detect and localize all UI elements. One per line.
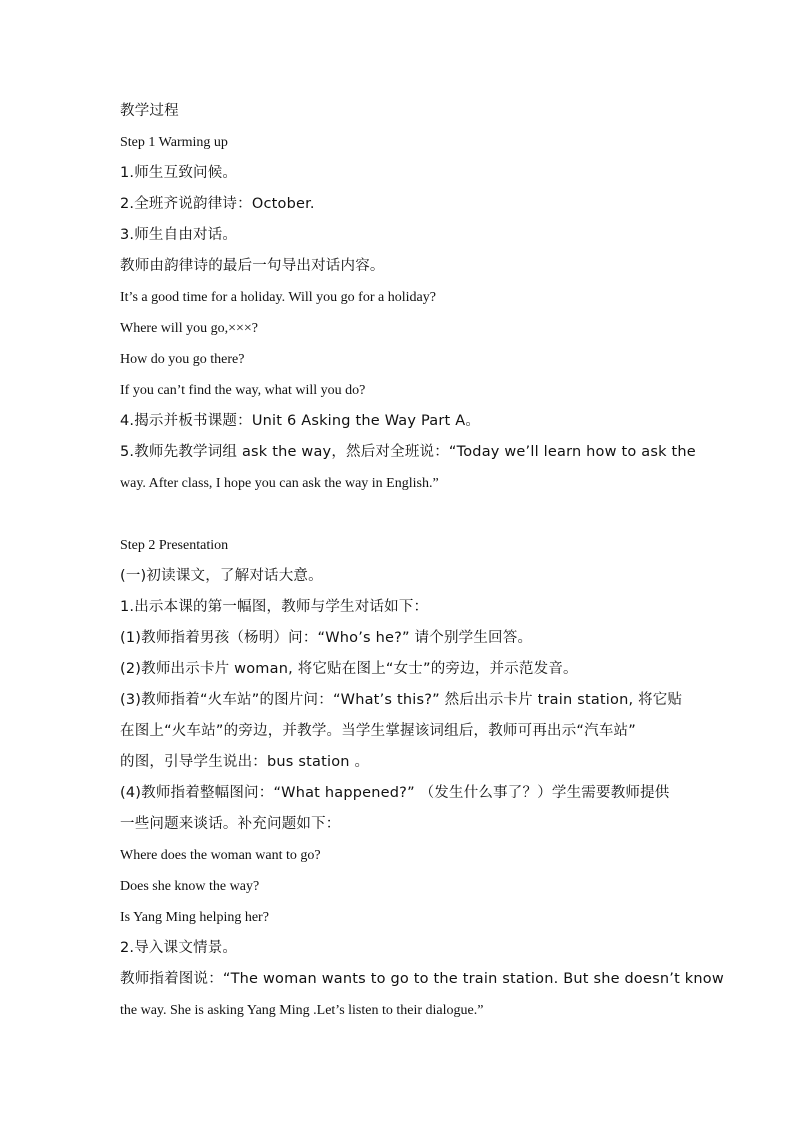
text-line: Does she know the way? (120, 879, 260, 894)
document-body (120, 96, 724, 1026)
text-line: 2.全班齐说韵律诗：October. (120, 196, 315, 212)
text-line: (4)教师指着整幅图问：“What happened?” （发生什么事了？）学生需要教师提供 (120, 785, 670, 801)
text-line: 2.导入课文情景。 (120, 940, 238, 956)
text-line: 在图上“火车站”的旁边，并教学。当学生掌握该词组后，教师可再出示“汽车站” (120, 723, 636, 739)
step-heading: Step 1 Warming up (120, 135, 228, 150)
text-line: 一些问题来谈话。补充问题如下： (120, 816, 341, 832)
text-line: 教师由韵律诗的最后一句导出对话内容。 (120, 258, 385, 274)
text-line: 3.师生自由对话。 (120, 227, 238, 243)
text-line: (2)教师出示卡片 woman, 将它贴在图上“女士”的旁边，并示范发音。 (120, 661, 578, 677)
text-line: Where does the woman want to go? (120, 848, 321, 863)
text-line: way. After class, I hope you can ask the way in English.” (120, 476, 439, 491)
text-line: Is Yang Ming helping her? (120, 910, 269, 925)
text-line: If you can’t find the way, what will you do? (120, 383, 366, 398)
text-line: (1)教师指着男孩（杨明）问：“Who’s he?” 请个别学生回答。 (120, 630, 533, 646)
text-line: How do you go there? (120, 352, 245, 367)
blank-line (120, 499, 680, 530)
section-heading: 教学过程 (120, 103, 179, 119)
text-line: Where will you go,×××? (120, 321, 258, 336)
text-line: (3)教师指着“火车站”的图片问：“What’s this?” 然后出示卡片 train station, 将它贴 (120, 692, 683, 708)
step-heading: Step 2 Presentation (120, 538, 229, 553)
text-line: 4.揭示并板书课题：Unit 6 Asking the Way Part A。 (120, 413, 481, 429)
text-line: 的图，引导学生说出：bus station 。 (120, 754, 370, 770)
text-line: 1.师生互致问候。 (120, 165, 238, 181)
text-line: 5.教师先教学词组 ask the way，然后对全班说：“Today we’ll learn how to ask the (120, 444, 696, 460)
text-line: It’s a good time for a holiday. Will you go for a holiday? (120, 290, 436, 305)
text-line: the way. She is asking Yang Ming .Let’s listen to their dialogue.” (120, 1003, 484, 1018)
text-line: 1.出示本课的第一幅图，教师与学生对话如下： (120, 599, 429, 615)
text-line: (一)初读课文，了解对话大意。 (120, 568, 323, 584)
text-line: 教师指着图说：“The woman wants to go to the train station. But she doesn’t know (120, 971, 724, 987)
